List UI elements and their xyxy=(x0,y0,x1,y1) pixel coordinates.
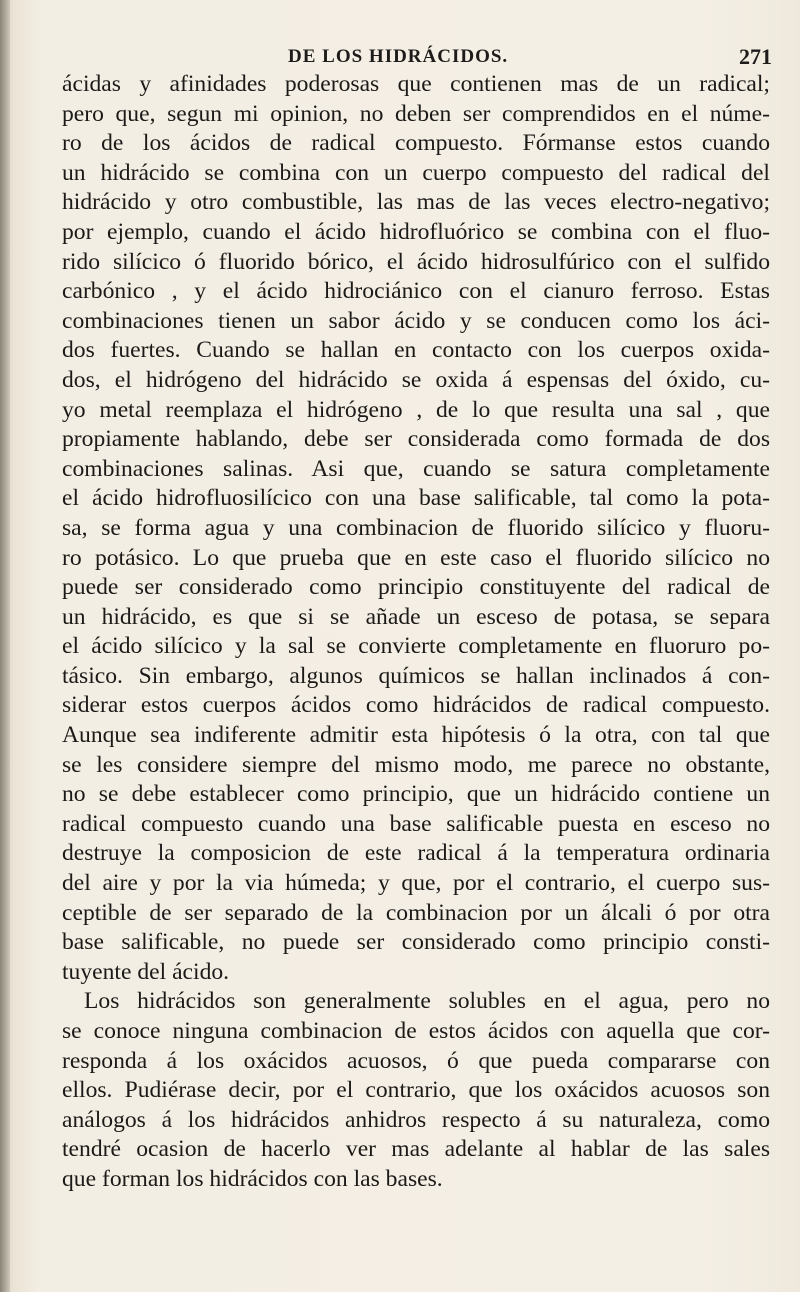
text-line: sa, se forma agua y una combinacion de fluorido silícico y fluoru- xyxy=(62,514,770,541)
text-line: un hidrácido se combina con un cuerpo compuesto del radical del xyxy=(62,159,770,186)
text-line: radical compuesto cuando una base salificable puesta en esceso no xyxy=(62,810,770,837)
text-line: tendré ocasion de hacerlo ver mas adelante al hablar de las sales xyxy=(62,1136,770,1163)
text-line: el ácido hidrofluosilícico con una base salificable, tal como la pota- xyxy=(62,485,770,512)
text-line: combinaciones tienen un sabor ácido y se conducen como los áci- xyxy=(62,307,770,334)
text-line: del aire y por la via húmeda; y que, por el contrario, el cuerpo sus- xyxy=(62,870,770,897)
text-line: tásico. Sin embargo, algunos químicos se hallan inclinados á con- xyxy=(62,662,770,689)
text-line: combinaciones salinas. Asi que, cuando se satura completamente xyxy=(62,455,770,482)
text-line: dos fuertes. Cuando se hallan en contacto con los cuerpos oxida- xyxy=(62,337,770,364)
text-line: Aunque sea indiferente admitir esta hipótesis ó la otra, con tal que xyxy=(62,722,770,749)
page-number: 271 xyxy=(739,44,772,69)
text-line: responda á los oxácidos acuosos, ó que pueda compararse con xyxy=(62,1047,770,1074)
text-line: propiamente hablando, debe ser considerada como formada de dos xyxy=(62,426,770,453)
text-line: ceptible de ser separado de la combinacion por un álcali ó por otra xyxy=(62,899,770,926)
text-line: hidrácido y otro combustible, las mas de las veces electro-negativo; xyxy=(62,189,770,216)
text-line: pero que, segun mi opinion, no deben ser comprendidos en el núme- xyxy=(62,100,770,127)
text-line: el ácido silícico y la sal se convierte completamente en fluoruro po- xyxy=(62,633,770,660)
paragraph-end-line: tuyente del ácido. xyxy=(62,958,230,985)
paragraph-end-line: que forman los hidrácidos con las bases. xyxy=(62,1165,443,1192)
body-text xyxy=(62,70,770,1195)
binding-shadow xyxy=(0,0,10,1292)
text-line: ro de los ácidos de radical compuesto. Fórmanse estos cuando xyxy=(62,130,770,157)
text-line: dos, el hidrógeno del hidrácido se oxida á espensas del óxido, cu- xyxy=(62,366,770,393)
text-line: por ejemplo, cuando el ácido hidrofluórico se combina con el fluo- xyxy=(62,218,770,245)
text-line: siderar estos cuerpos ácidos como hidrácidos de radical compuesto. xyxy=(62,692,770,719)
text-line: yo metal reemplaza el hidrógeno , de lo que resulta una sal , que xyxy=(62,396,770,423)
text-line: ácidas y afinidades poderosas que contienen mas de un radical; xyxy=(62,71,770,97)
text-line: un hidrácido, es que si se añade un esceso de potasa, se separa xyxy=(62,603,770,630)
text-line: se les considere siempre del mismo modo, me parece no obstante, xyxy=(62,751,770,778)
text-line: carbónico , y el ácido hidrociánico con el cianuro ferroso. Estas xyxy=(62,278,770,305)
text-line: puede ser considerado como principio constituyente del radical de xyxy=(62,574,770,601)
text-line: no se debe establecer como principio, que un hidrácido contiene un xyxy=(62,781,770,808)
text-line: destruye la composicion de este radical á la temperatura ordinaria xyxy=(62,840,770,867)
paragraph-start-line: Los hidrácidos son generalmente solubles en el agua, pero no xyxy=(84,988,770,1015)
text-line: ro potásico. Lo que prueba que en este caso el fluorido silícico no xyxy=(62,544,770,571)
text-line: se conoce ninguna combinacion de estos ácidos con aquella que cor- xyxy=(62,1018,770,1044)
running-title: DE LOS HIDRÁCIDOS. xyxy=(288,46,509,67)
text-line: rido silícico ó fluorido bórico, el ácido hidrosulfúrico con el sulfido xyxy=(62,248,770,275)
text-line: análogos á los hidrácidos anhidros respecto á su naturaleza, como xyxy=(62,1106,770,1133)
text-line: ellos. Pudiérase decir, por el contrario, que los oxácidos acuosos son xyxy=(62,1077,770,1104)
text-line: base salificable, no puede ser considerado como principio consti- xyxy=(62,929,770,956)
